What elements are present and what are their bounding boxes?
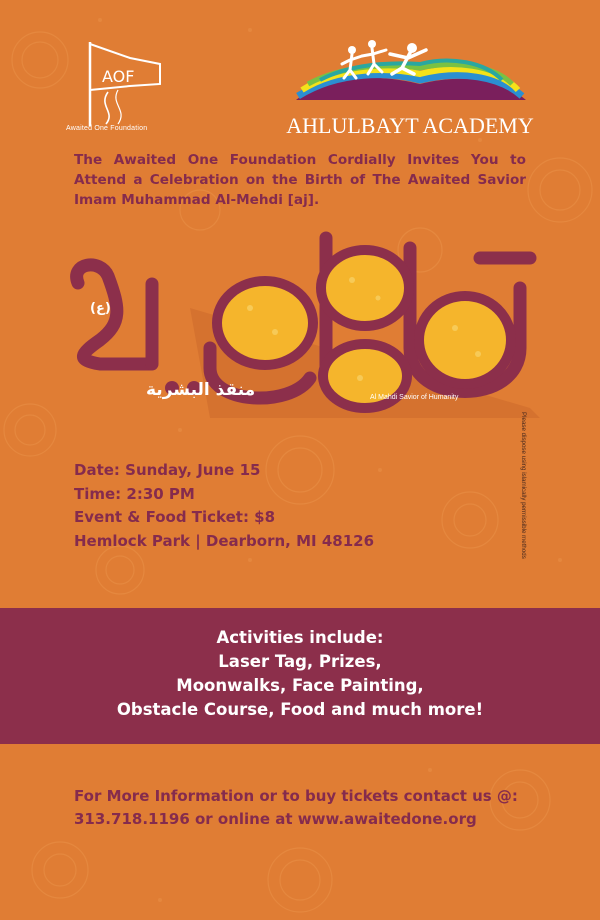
aof-caption: Awaited One Foundation [66,125,148,132]
aof-logo [80,34,180,134]
contact-line-1: For More Information or to buy tickets contact us @: [74,787,518,805]
event-ticket: Event & Food Ticket: $8 [74,508,276,526]
event-date: Date: Sunday, June 15 [74,461,261,479]
arabic-mark: (ع) [90,301,111,316]
contact-line-2: 313.718.1196 or online at www.awaitedone.org [74,810,477,828]
activities-heading: Activities include: [216,628,384,647]
contact-info [74,785,518,831]
tagline: Al Mahdi Savior of Humanity [370,394,459,401]
event-location: Hemlock Park | Dearborn, MI 48126 [74,531,374,550]
event-details [74,459,374,553]
activities-line-2: Moonwalks, Face Painting, [176,676,424,695]
arabic-subtitle: منقذ البشرية [146,380,256,400]
academy-name: AHLULBAYT ACADEMY [286,113,534,138]
activities-line-3: Obstacle Course, Food and much more! [116,700,484,719]
ahlulbayt-academy-logo [290,40,530,116]
aof-mark-text: AOF [102,67,135,86]
al-mahdi-calligraphy [60,228,540,418]
activities-text [0,626,600,722]
event-time: Time: 2:30 PM [74,484,195,503]
disposal-note: Please dispose using islamically permissible methods [520,412,527,559]
invitation-text: The Awaited One Foundation Cordially Invites You to Attend a Celebration on the Birth of The Awaited Savior Imam Muhammad Al-Mehdi [aj]. [74,152,526,208]
activities-line-1: Laser Tag, Prizes, [218,652,382,671]
